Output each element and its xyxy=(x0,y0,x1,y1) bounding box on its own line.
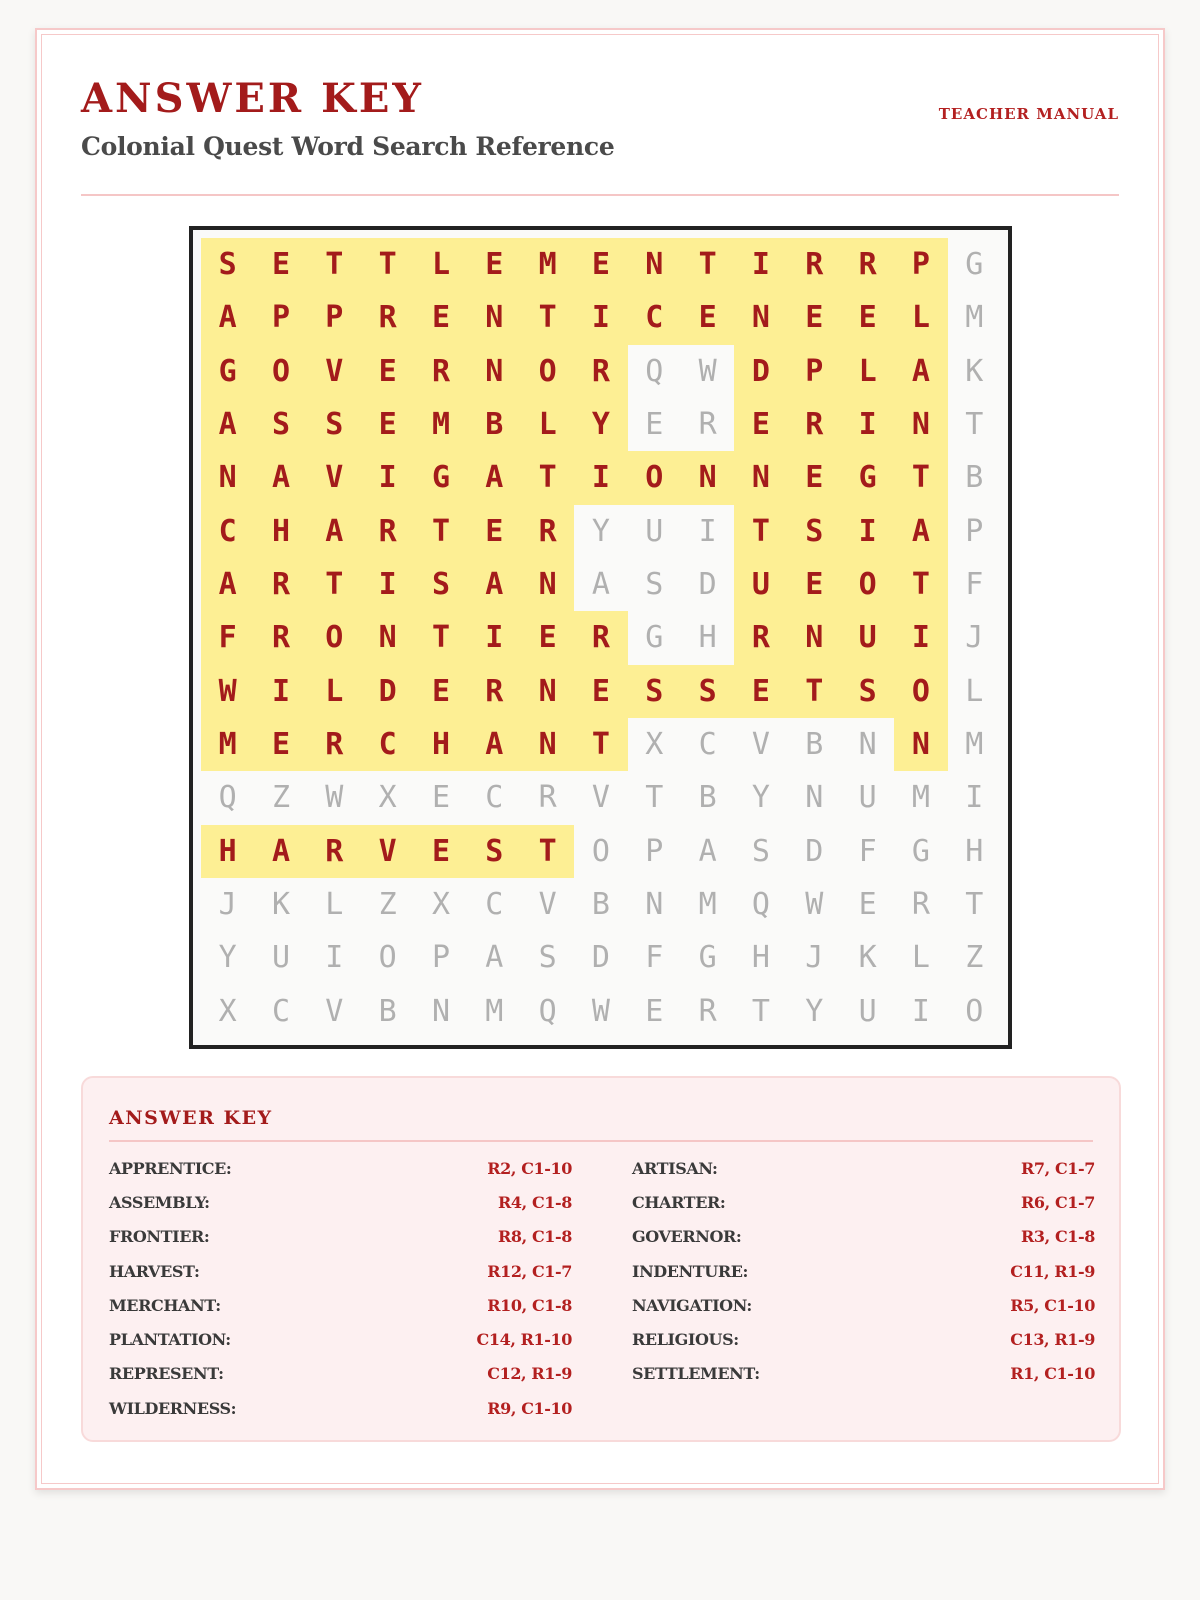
grid-cell: Y xyxy=(805,993,824,1029)
answer-word: APPRENTICE: xyxy=(109,1158,232,1178)
page-subtitle: Colonial Quest Word Search Reference xyxy=(81,132,615,161)
grid-cell: S xyxy=(628,665,681,718)
grid-cell: I xyxy=(698,513,717,549)
grid-cell: E xyxy=(254,238,307,291)
grid-cell: I xyxy=(841,505,894,558)
grid-cell: K xyxy=(965,353,984,389)
grid-cell: E xyxy=(414,665,467,718)
grid-cell: U xyxy=(858,993,877,1029)
grid-cell: T xyxy=(521,451,574,504)
grid-cell: U xyxy=(734,558,787,611)
answer-word: MERCHANT: xyxy=(109,1295,221,1315)
grid-cell: G xyxy=(645,620,664,656)
grid-cell: P xyxy=(254,291,307,344)
answer-key-entry xyxy=(632,1151,1095,1185)
grid-cell: A xyxy=(201,558,254,611)
grid-cell: W xyxy=(698,353,717,389)
grid-cell: U xyxy=(841,611,894,664)
grid-cell: A xyxy=(698,833,717,869)
answer-key-entry xyxy=(632,1254,1095,1288)
grid-cell: M xyxy=(911,780,930,816)
grid-cell: E xyxy=(858,887,877,923)
grid-cell: P xyxy=(308,291,361,344)
teacher-manual-label: TEACHER MANUAL xyxy=(938,105,1119,123)
grid-cell: E xyxy=(431,780,450,816)
grid-cell: M xyxy=(698,887,717,923)
grid-cell: Y xyxy=(218,940,237,976)
grid-cell: M xyxy=(965,727,984,763)
grid-cell: Y xyxy=(574,398,627,451)
grid-cell: I xyxy=(468,611,521,664)
grid-cell: Q xyxy=(538,993,557,1029)
grid-cell: R xyxy=(538,780,557,816)
answer-word: HARVEST: xyxy=(109,1261,200,1281)
grid-cell: M xyxy=(201,718,254,771)
grid-cell: O xyxy=(378,940,397,976)
grid-cell: A xyxy=(254,825,307,878)
answer-key-entry xyxy=(632,1185,1095,1219)
grid-cell: E xyxy=(574,665,627,718)
grid-cell: R xyxy=(361,505,414,558)
grid-cell: F xyxy=(201,611,254,664)
answer-word: WILDERNESS: xyxy=(109,1398,237,1418)
grid-cell: O xyxy=(894,665,947,718)
grid-cell: L xyxy=(841,345,894,398)
grid-cell: N xyxy=(468,291,521,344)
grid-cell: I xyxy=(965,780,984,816)
grid-cell: E xyxy=(681,291,734,344)
grid-cell: Z xyxy=(271,780,291,816)
grid-cell: D xyxy=(591,940,610,976)
grid-cell: P xyxy=(788,345,841,398)
answer-location: R2, C1-10 xyxy=(487,1158,572,1178)
grid-cell: E xyxy=(574,238,627,291)
answer-word: NAVIGATION: xyxy=(632,1295,752,1315)
grid-cell: G xyxy=(698,940,717,976)
grid-cell: K xyxy=(271,887,291,923)
grid-cell: N xyxy=(734,291,787,344)
answer-word: FRONTIER: xyxy=(109,1227,210,1247)
answer-location: R7, C1-7 xyxy=(1020,1158,1095,1178)
grid-cell: E xyxy=(788,291,841,344)
grid-cell: T xyxy=(361,238,414,291)
answer-key-entry xyxy=(632,1288,1095,1322)
grid-cell: N xyxy=(468,345,521,398)
answer-key-entry xyxy=(109,1185,572,1219)
grid-cell: A xyxy=(201,291,254,344)
grid-cell: G xyxy=(414,451,467,504)
grid-cell: M xyxy=(485,993,504,1029)
grid-cell: I xyxy=(361,558,414,611)
grid-cell: N xyxy=(858,727,877,763)
answer-location: C13, R1-9 xyxy=(1010,1330,1095,1350)
grid-cell: A xyxy=(254,451,307,504)
grid-cell: N xyxy=(521,665,574,718)
grid-cell: N xyxy=(681,451,734,504)
grid-cell: R xyxy=(308,718,361,771)
grid-cell: M xyxy=(414,398,467,451)
grid-cell: G xyxy=(965,247,984,283)
grid-cell: R xyxy=(468,665,521,718)
grid-cell: V xyxy=(308,345,361,398)
grid-cell: L xyxy=(521,398,574,451)
grid-cell: P xyxy=(645,833,664,869)
grid-cell: I xyxy=(911,993,930,1029)
grid-cell: Z xyxy=(378,887,397,923)
answer-key-entry xyxy=(109,1357,572,1391)
grid-cell: T xyxy=(574,718,627,771)
grid-cell: C xyxy=(361,718,414,771)
grid-cell: O xyxy=(965,993,984,1029)
grid-cell: I xyxy=(574,291,627,344)
grid-cell: J xyxy=(805,940,824,976)
grid-cell: N xyxy=(361,611,414,664)
answer-key-panel xyxy=(81,1076,1121,1442)
grid-cell: E xyxy=(788,451,841,504)
grid-cell: S xyxy=(841,665,894,718)
answer-word: SETTLEMENT: xyxy=(632,1364,760,1384)
answer-word: ASSEMBLY: xyxy=(109,1192,210,1212)
grid-cell: C xyxy=(201,505,254,558)
page-title: ANSWER KEY xyxy=(81,75,424,122)
grid-cell: S xyxy=(254,398,307,451)
grid-cell: A xyxy=(591,567,610,603)
grid-cell: T xyxy=(414,611,467,664)
grid-cell: E xyxy=(468,238,521,291)
grid-cell: T xyxy=(965,407,984,443)
grid-cell: R xyxy=(788,398,841,451)
grid-cell: E xyxy=(734,398,787,451)
grid-cell: H xyxy=(965,833,984,869)
grid-cell: H xyxy=(698,620,717,656)
answer-location: R6, C1-7 xyxy=(1020,1192,1095,1212)
answer-word: ARTISAN: xyxy=(632,1158,718,1178)
grid-cell: A xyxy=(308,505,361,558)
grid-cell: D xyxy=(698,567,717,603)
grid-cell: E xyxy=(468,505,521,558)
grid-cell: O xyxy=(308,611,361,664)
grid-cell: W xyxy=(325,780,344,816)
grid-cell: U xyxy=(858,780,877,816)
answer-location: R1, C1-10 xyxy=(1010,1364,1095,1384)
grid-cell: I xyxy=(734,238,787,291)
grid-cell: A xyxy=(894,345,947,398)
grid-cell: R xyxy=(308,825,361,878)
grid-cell: M xyxy=(521,238,574,291)
grid-cell: C xyxy=(485,887,504,923)
grid-cell: T xyxy=(414,505,467,558)
grid-cell: A xyxy=(485,940,504,976)
grid-cell: U xyxy=(271,940,291,976)
grid-cell: V xyxy=(538,887,557,923)
grid-cell: L xyxy=(911,940,930,976)
answer-key-entry xyxy=(109,1220,572,1254)
answer-key-list xyxy=(109,1151,1095,1425)
grid-cell: E xyxy=(361,398,414,451)
grid-cell: V xyxy=(591,780,610,816)
grid-cell: E xyxy=(788,558,841,611)
answer-location: C11, R1-9 xyxy=(1010,1261,1095,1281)
grid-cell: A xyxy=(468,451,521,504)
grid-cell: A xyxy=(201,398,254,451)
answer-location: R3, C1-8 xyxy=(1020,1227,1095,1247)
grid-cell: T xyxy=(521,825,574,878)
answer-key-divider xyxy=(109,1140,1093,1142)
grid-cell: L xyxy=(308,665,361,718)
grid-cell: T xyxy=(734,505,787,558)
grid-cell: F xyxy=(858,833,877,869)
grid-cell: K xyxy=(858,940,877,976)
grid-cell: G xyxy=(841,451,894,504)
answer-word: INDENTURE: xyxy=(632,1261,749,1281)
grid-cell: V xyxy=(361,825,414,878)
grid-cell: A xyxy=(894,505,947,558)
answer-key-entry xyxy=(632,1322,1095,1356)
grid-cell: T xyxy=(751,993,770,1029)
grid-cell: V xyxy=(751,727,770,763)
grid-cell: D xyxy=(361,665,414,718)
grid-cell: R xyxy=(788,238,841,291)
grid-cell: Q xyxy=(218,780,237,816)
grid-cell: R xyxy=(841,238,894,291)
answer-key-page xyxy=(35,28,1165,1490)
answer-word: CHARTER: xyxy=(632,1192,726,1212)
grid-cell: D xyxy=(734,345,787,398)
grid-cell: W xyxy=(201,665,254,718)
grid-cell: R xyxy=(574,345,627,398)
grid-cell: O xyxy=(841,558,894,611)
grid-cell: I xyxy=(254,665,307,718)
grid-cell: R xyxy=(414,345,467,398)
grid-cell: T xyxy=(308,238,361,291)
grid-cell: I xyxy=(894,611,947,664)
grid-cell: N xyxy=(431,993,450,1029)
grid-cell: S xyxy=(645,567,664,603)
grid-cell: L xyxy=(325,887,344,923)
grid-cell: O xyxy=(591,833,610,869)
grid-cell: V xyxy=(308,451,361,504)
grid-cell: G xyxy=(201,345,254,398)
grid-cell: P xyxy=(965,513,984,549)
answer-key-entry xyxy=(109,1391,572,1425)
grid-cell: N xyxy=(894,718,947,771)
grid-cell: B xyxy=(378,993,397,1029)
grid-cell: E xyxy=(361,345,414,398)
grid-cell: N xyxy=(788,611,841,664)
answer-location: R10, C1-8 xyxy=(487,1295,572,1315)
grid-cell: Q xyxy=(645,353,664,389)
grid-cell: B xyxy=(805,727,824,763)
answer-key-entry xyxy=(632,1220,1095,1254)
grid-cell: E xyxy=(734,665,787,718)
grid-cell: X xyxy=(645,727,664,763)
grid-cell: S xyxy=(788,505,841,558)
grid-cell: N xyxy=(894,398,947,451)
grid-cell: R xyxy=(254,611,307,664)
grid-cell: S xyxy=(538,940,557,976)
answer-key-entry xyxy=(632,1357,1095,1391)
grid-cell: X xyxy=(431,887,450,923)
grid-cell: N xyxy=(645,887,664,923)
grid-cell: R xyxy=(361,291,414,344)
grid-cell: L xyxy=(414,238,467,291)
grid-cell: F xyxy=(965,567,984,603)
grid-cell: N xyxy=(628,238,681,291)
answer-key-entry xyxy=(109,1254,572,1288)
grid-cell: R xyxy=(698,407,717,443)
grid-cell: S xyxy=(308,398,361,451)
grid-cell: B xyxy=(468,398,521,451)
grid-cell: H xyxy=(414,718,467,771)
grid-cell: T xyxy=(894,558,947,611)
grid-cell: T xyxy=(965,887,984,923)
grid-cell: U xyxy=(645,513,664,549)
grid-cell: R xyxy=(734,611,787,664)
grid-cell: T xyxy=(521,291,574,344)
grid-cell: I xyxy=(361,451,414,504)
answer-key-title: ANSWER KEY xyxy=(109,1107,273,1129)
grid-cell: E xyxy=(841,291,894,344)
grid-cell: C xyxy=(271,993,291,1029)
grid-cell: C xyxy=(628,291,681,344)
answer-location: R5, C1-10 xyxy=(1010,1295,1095,1315)
answer-word: GOVERNOR: xyxy=(632,1227,742,1247)
grid-cell: R xyxy=(911,887,930,923)
grid-cell: L xyxy=(965,673,984,709)
grid-cell: L xyxy=(894,291,947,344)
grid-cell: B xyxy=(591,887,610,923)
header-divider xyxy=(81,194,1119,196)
grid-cell: M xyxy=(965,300,984,336)
grid-cell: T xyxy=(788,665,841,718)
grid-cell: H xyxy=(201,825,254,878)
grid-cell: I xyxy=(325,940,344,976)
grid-cell: R xyxy=(698,993,717,1029)
grid-cell: P xyxy=(431,940,450,976)
grid-cell: X xyxy=(378,780,397,816)
grid-cell: S xyxy=(414,558,467,611)
grid-cell: E xyxy=(521,611,574,664)
grid-cell: S xyxy=(751,833,770,869)
grid-cell: E xyxy=(645,993,664,1029)
grid-cell: A xyxy=(468,558,521,611)
answer-location: R9, C1-10 xyxy=(487,1398,572,1418)
grid-cell: P xyxy=(894,238,947,291)
word-search-grid xyxy=(201,238,1001,1038)
answer-location: R8, C1-8 xyxy=(497,1227,572,1247)
answer-word: REPRESENT: xyxy=(109,1364,224,1384)
grid-cell: T xyxy=(308,558,361,611)
grid-cell: I xyxy=(574,451,627,504)
answer-key-entry xyxy=(109,1151,572,1185)
grid-cell: A xyxy=(468,718,521,771)
grid-cell: C xyxy=(698,727,717,763)
word-search-grid-frame xyxy=(189,226,1012,1049)
grid-cell: W xyxy=(805,887,824,923)
answer-word: PLANTATION: xyxy=(109,1330,231,1350)
grid-cell: I xyxy=(841,398,894,451)
grid-cell: N xyxy=(521,558,574,611)
grid-cell: E xyxy=(414,825,467,878)
grid-cell: T xyxy=(681,238,734,291)
answer-location: C14, R1-10 xyxy=(476,1330,572,1350)
answer-location: C12, R1-9 xyxy=(487,1364,572,1384)
grid-cell: G xyxy=(911,833,930,869)
grid-cell: H xyxy=(751,940,770,976)
grid-cell: Q xyxy=(751,887,770,923)
grid-cell: E xyxy=(414,291,467,344)
grid-cell: R xyxy=(521,505,574,558)
grid-cell: Y xyxy=(591,513,610,549)
grid-cell: N xyxy=(734,451,787,504)
grid-cell: S xyxy=(468,825,521,878)
grid-cell: S xyxy=(681,665,734,718)
grid-cell: H xyxy=(254,505,307,558)
grid-cell: O xyxy=(628,451,681,504)
grid-cell: N xyxy=(521,718,574,771)
answer-location: R4, C1-8 xyxy=(497,1192,572,1212)
grid-cell: Z xyxy=(965,940,984,976)
grid-cell: S xyxy=(201,238,254,291)
grid-cell: X xyxy=(218,993,237,1029)
answer-word: RELIGIOUS: xyxy=(632,1330,739,1350)
grid-cell: B xyxy=(965,460,984,496)
grid-cell: O xyxy=(521,345,574,398)
answer-key-entry xyxy=(109,1322,572,1356)
answer-location: R12, C1-7 xyxy=(487,1261,572,1281)
grid-cell: N xyxy=(805,780,824,816)
grid-cell: B xyxy=(698,780,717,816)
grid-cell: J xyxy=(218,887,237,923)
grid-cell: R xyxy=(574,611,627,664)
grid-cell: W xyxy=(591,993,610,1029)
grid-cell: D xyxy=(805,833,824,869)
grid-cell: O xyxy=(254,345,307,398)
grid-cell: C xyxy=(485,780,504,816)
grid-cell: F xyxy=(645,940,664,976)
grid-cell: E xyxy=(254,718,307,771)
grid-cell: T xyxy=(894,451,947,504)
answer-key-entry xyxy=(109,1288,572,1322)
grid-cell: T xyxy=(645,780,664,816)
grid-cell: R xyxy=(254,558,307,611)
grid-cell: N xyxy=(201,451,254,504)
grid-cell: V xyxy=(325,993,344,1029)
grid-cell: E xyxy=(645,407,664,443)
grid-cell: Y xyxy=(751,780,770,816)
grid-cell: J xyxy=(965,620,984,656)
